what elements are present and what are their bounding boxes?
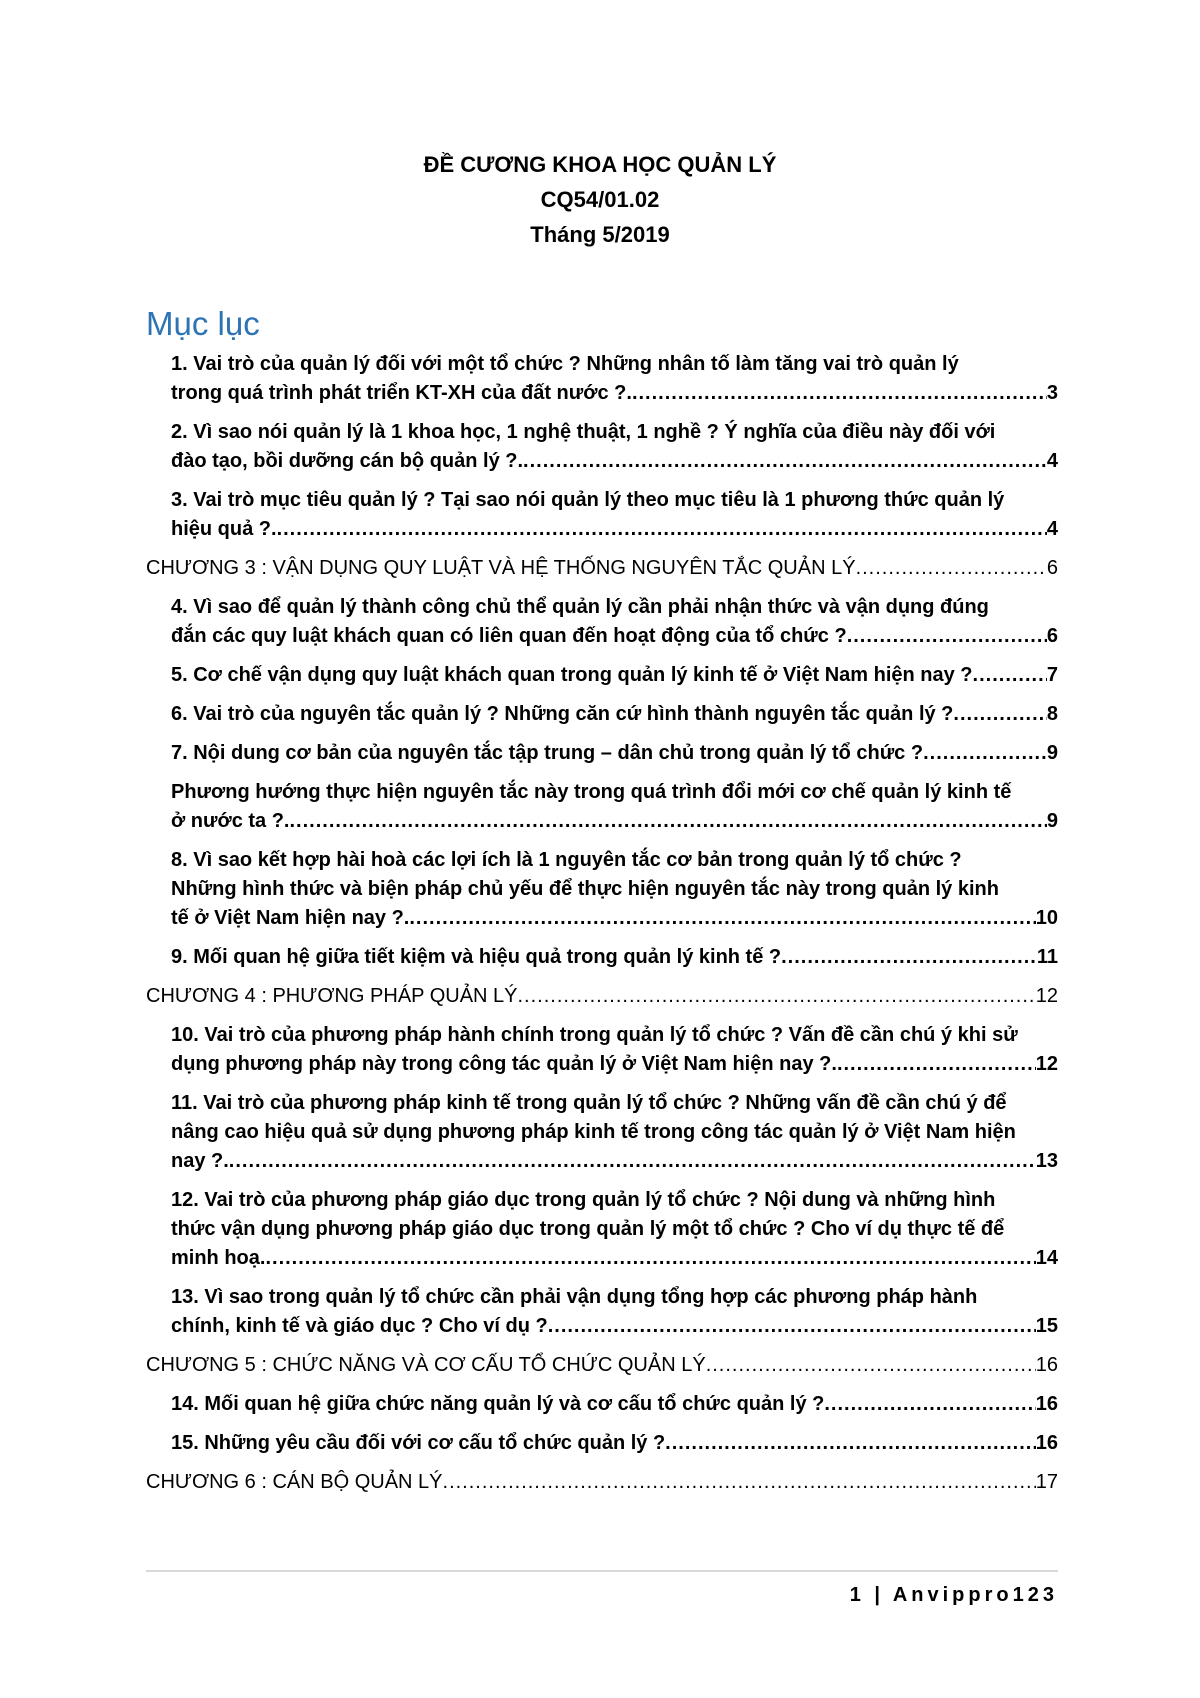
toc-page-number: 16	[1035, 1432, 1058, 1454]
footer-author: Anvippro123	[892, 1584, 1058, 1606]
toc-entry-text: 12. Vai trò của phương pháp giáo dục trong quản lý tổ chức ? Nội dung và những hình	[171, 1189, 996, 1211]
toc-dot-leader	[523, 447, 1047, 476]
toc-title: Mục lục	[146, 305, 260, 342]
toc-entry-text: 2. Vì sao nói quản lý là 1 khoa học, 1 nghệ thuật, 1 nghề ? Ý nghĩa của điều này đối với	[171, 421, 996, 443]
toc-entry[interactable]	[146, 943, 1058, 972]
toc-dot-leader	[229, 1147, 1036, 1176]
toc-page-number: 6	[1046, 557, 1058, 579]
toc-page-number: 4	[1046, 450, 1058, 472]
toc-dot-leader	[443, 1468, 1036, 1497]
toc-dot-leader	[632, 379, 1047, 408]
toc-dot-leader	[781, 943, 1037, 972]
toc-page-number: 17	[1035, 1471, 1058, 1493]
toc-entry-text: trong quá trình phát triển KT-XH của đất nước ?.	[171, 382, 632, 404]
toc-page-number: 14	[1035, 1247, 1058, 1269]
toc-entry[interactable]	[146, 739, 1058, 768]
toc-entry[interactable]	[146, 1429, 1058, 1458]
toc-chapter-entry[interactable]	[146, 982, 1058, 1011]
toc-dot-leader	[856, 554, 1047, 583]
toc-entry[interactable]	[146, 350, 1058, 408]
toc-page-number: 9	[1046, 742, 1058, 764]
toc-entry[interactable]	[146, 1186, 1058, 1273]
toc-chapter-entry[interactable]	[146, 554, 1058, 583]
toc-entry-text: thức vận dụng phương pháp giáo dục trong quản lý một tổ chức ? Cho ví dụ thực tế để	[171, 1218, 1005, 1240]
toc-entry-text: 9. Mối quan hệ giữa tiết kiệm và hiệu quả trong quản lý kinh tế ?	[171, 946, 782, 968]
toc-entry-text: tế ở Việt Nam hiện nay ?.	[171, 907, 410, 929]
toc-page-number: 3	[1046, 382, 1058, 404]
toc-dot-leader	[265, 1244, 1035, 1273]
toc-dot-leader	[277, 515, 1047, 544]
toc-entry[interactable]	[146, 661, 1058, 690]
toc-page-number: 6	[1046, 625, 1058, 647]
toc-dot-leader	[837, 1050, 1036, 1079]
toc-dot-leader	[518, 982, 1036, 1011]
toc-entry[interactable]	[146, 700, 1058, 729]
toc-entry-text: 11. Vai trò của phương pháp kinh tế trong quản lý tổ chức ? Những vấn đề cần chú ý để	[171, 1092, 1007, 1114]
toc-entry[interactable]	[146, 1390, 1058, 1419]
toc-entry-text: 1. Vai trò của quản lý đối với một tổ chức ? Những nhân tố làm tăng vai trò quản lý	[171, 353, 959, 375]
table-of-contents	[146, 350, 1058, 1497]
toc-entry-text: Phương hướng thực hiện nguyên tắc này trong quá trình đổi mới cơ chế quản lý kinh tế	[171, 781, 1012, 803]
footer-page-number: 1	[849, 1584, 865, 1606]
toc-page-number: 9	[1046, 810, 1058, 832]
toc-page-number: 12	[1035, 985, 1058, 1007]
toc-dot-leader	[923, 739, 1047, 768]
toc-entry-text: minh hoạ.	[171, 1247, 266, 1269]
toc-entry-text: chính, kinh tế và giáo dục ? Cho ví dụ ?	[171, 1315, 548, 1337]
toc-entry[interactable]	[146, 1089, 1058, 1176]
document-date: Tháng 5/2019	[530, 222, 670, 247]
toc-entry-text: đắn các quy luật khách quan có liên quan đến hoạt động của tổ chức ?	[171, 625, 847, 647]
toc-dot-leader	[973, 661, 1047, 690]
toc-page-number: 15	[1035, 1315, 1058, 1337]
toc-entry-text: 13. Vì sao trong quản lý tổ chức cần phải vận dụng tổng hợp các phương pháp hành	[171, 1286, 978, 1308]
toc-dot-leader	[548, 1312, 1036, 1341]
toc-chapter-entry[interactable]	[146, 1351, 1058, 1380]
toc-entry-text: nâng cao hiệu quả sử dụng phương pháp kinh tế trong công tác quản lý ở Việt Nam hiện	[171, 1121, 1016, 1143]
toc-entry-text: 15. Những yêu cầu đối với cơ cấu tổ chức quản lý ?	[171, 1432, 666, 1454]
toc-dot-leader	[706, 1351, 1036, 1380]
toc-entry-text: 7. Nội dung cơ bản của nguyên tắc tập trung – dân chủ trong quản lý tổ chức ?	[171, 742, 924, 764]
toc-dot-leader	[409, 904, 1035, 933]
toc-entry[interactable]	[146, 778, 1058, 836]
toc-entry-text: CHƯƠNG 6 : CÁN BỘ QUẢN LÝ	[146, 1471, 443, 1493]
toc-dot-leader	[665, 1429, 1036, 1458]
toc-chapter-entry[interactable]	[146, 1468, 1058, 1497]
footer-separator: |	[874, 1584, 885, 1606]
toc-page-number: 12	[1035, 1053, 1058, 1075]
toc-dot-leader	[847, 622, 1047, 651]
toc-page-number: 16	[1035, 1354, 1058, 1376]
toc-page-number: 11	[1036, 946, 1058, 968]
toc-entry[interactable]	[146, 486, 1058, 544]
toc-entry-text: đào tạo, bồi dưỡng cán bộ quản lý ?.	[171, 450, 524, 472]
page-footer	[850, 1584, 1058, 1607]
toc-dot-leader	[290, 807, 1047, 836]
document-title: ĐỀ CƯƠNG KHOA HỌC QUẢN LÝ	[423, 152, 777, 177]
document-code: CQ54/01.02	[540, 187, 660, 212]
toc-entry[interactable]	[146, 846, 1058, 933]
toc-entry[interactable]	[146, 418, 1058, 476]
toc-entry-text: ở nước ta ?.	[171, 810, 290, 832]
toc-entry-text: 5. Cơ chế vận dụng quy luật khách quan trong quản lý kinh tế ở Việt Nam hiện nay ?	[171, 664, 973, 686]
toc-entry[interactable]	[146, 1021, 1058, 1079]
toc-page-number: 13	[1035, 1150, 1058, 1172]
toc-entry-text: 8. Vì sao kết hợp hài hoà các lợi ích là 1 nguyên tắc cơ bản trong quản lý tổ chức ?	[171, 849, 962, 871]
toc-entry-text: nay ?.	[171, 1150, 229, 1172]
toc-entry-text: hiệu quả ?.	[171, 518, 277, 540]
toc-entry-text: 10. Vai trò của phương pháp hành chính trong quản lý tổ chức ? Vấn đề cần chú ý khi sử	[171, 1024, 1018, 1046]
toc-page-number: 10	[1035, 907, 1058, 929]
toc-entry-text: 3. Vai trò mục tiêu quản lý ? Tại sao nói quản lý theo mục tiêu là 1 phương thức quản lý	[171, 489, 1005, 511]
toc-entry-text: 6. Vai trò của nguyên tắc quản lý ? Những căn cứ hình thành nguyên tắc quản lý ?	[171, 703, 954, 725]
toc-entry[interactable]	[146, 1283, 1058, 1341]
document-header	[0, 147, 1200, 252]
toc-entry-text: CHƯƠNG 3 : VẬN DỤNG QUY LUẬT VÀ HỆ THỐNG NGUYÊN TẮC QUẢN LÝ	[146, 557, 856, 579]
toc-entry-text: dụng phương pháp này trong công tác quản lý ở Việt Nam hiện nay ?.	[171, 1053, 837, 1075]
toc-entry-text: CHƯƠNG 4 : PHƯƠNG PHÁP QUẢN LÝ	[146, 985, 518, 1007]
toc-dot-leader	[953, 700, 1046, 729]
toc-entry-text: CHƯƠNG 5 : CHỨC NĂNG VÀ CƠ CẤU TỔ CHỨC QUẢN LÝ	[146, 1354, 706, 1376]
toc-page-number: 7	[1046, 664, 1058, 686]
toc-page-number: 4	[1046, 518, 1058, 540]
toc-page-number: 16	[1035, 1393, 1058, 1415]
toc-entry-text: 4. Vì sao để quản lý thành công chủ thể quản lý cần phải nhận thức và vận dụng đúng	[171, 596, 989, 618]
toc-page-number: 8	[1046, 703, 1058, 725]
toc-entry-text: Những hình thức và biện pháp chủ yếu để thực hiện nguyên tắc này trong quản lý kinh	[171, 878, 999, 900]
toc-dot-leader	[824, 1390, 1035, 1419]
toc-entry-text: 14. Mối quan hệ giữa chức năng quản lý và cơ cấu tổ chức quản lý ?	[171, 1393, 825, 1415]
toc-entry[interactable]	[146, 593, 1058, 651]
footer-divider	[146, 1570, 1058, 1572]
